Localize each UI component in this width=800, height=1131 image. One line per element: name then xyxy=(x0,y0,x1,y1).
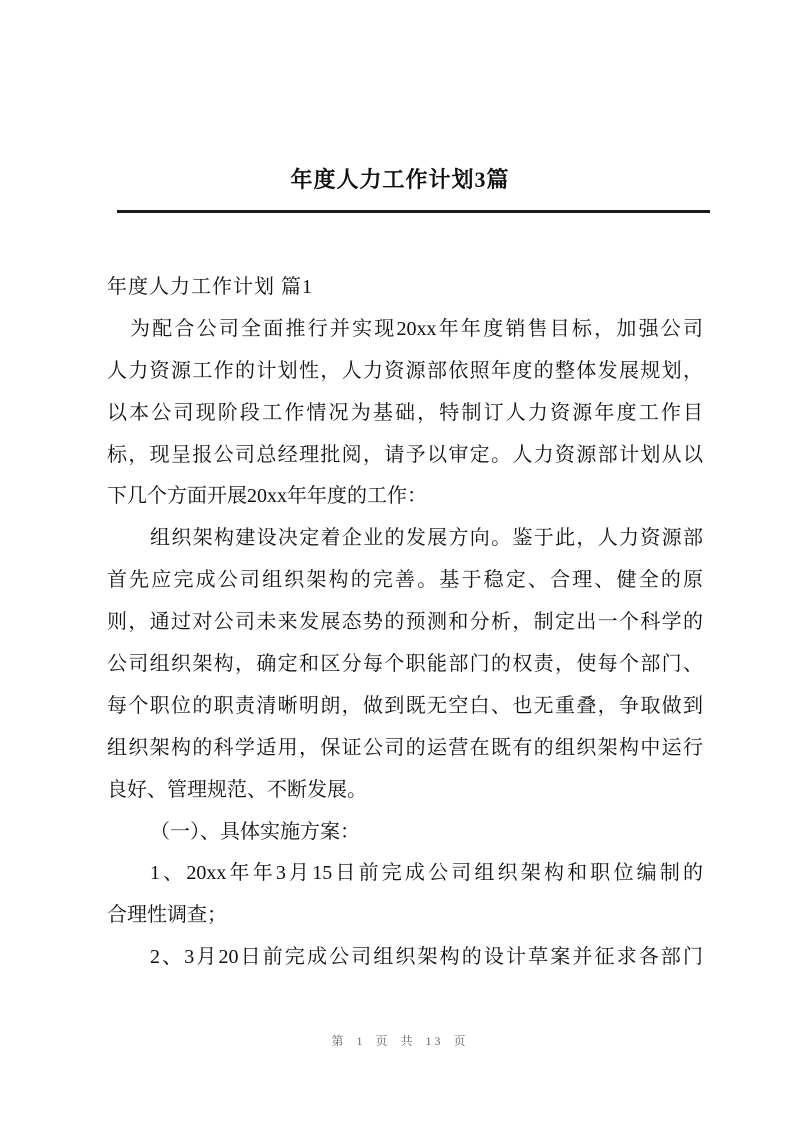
page-title: 年度人力工作计划3篇 xyxy=(290,167,510,192)
document-body xyxy=(107,267,703,979)
paragraph-line: 良好、管理规范、不断发展。 xyxy=(107,778,367,801)
title-divider xyxy=(117,210,710,213)
subsection-heading: （一）、具体实施方案： xyxy=(150,820,360,843)
paragraph xyxy=(107,853,703,937)
paragraph-line: 组织架构的科学适用，保证公司的运营在既有的组织架构中运行 xyxy=(107,736,703,759)
paragraph-line: 为配合公司全面推行并实现20xx年年度销售目标，加强公司 xyxy=(130,317,703,340)
paragraph xyxy=(107,812,703,854)
paragraph-line: 2、3月20日前完成公司组织架构的设计草案并征求各部门 xyxy=(150,946,703,969)
paragraph-line: 组织架构建设决定着企业的发展方向。鉴于此，人力资源部 xyxy=(150,527,703,550)
paragraph-line: 下几个方面开展20xx年年度的工作： xyxy=(107,485,427,508)
section-heading: 年度人力工作计划 篇1 xyxy=(107,276,313,298)
paragraph-line: 公司组织架构，确定和区分每个职能部门的权责，使每个部门、 xyxy=(107,653,703,676)
page-number-footer: 第 1 页 共 13 页 xyxy=(331,1034,469,1048)
paragraph-line: 标，现呈报公司总经理批阅，请予以审定。人力资源部计划从以 xyxy=(107,443,703,466)
paragraph-line: 以本公司现阶段工作情况为基础，特制订人力资源年度工作目 xyxy=(107,401,703,424)
paragraph xyxy=(107,309,703,518)
paragraph-line: 1、20xx年年3月15日前完成公司组织架构和职位编制的 xyxy=(150,862,703,885)
paragraph-line: 每个职位的职责清晰明朗，做到既无空白、也无重叠，争取做到 xyxy=(107,694,703,717)
paragraph-line: 合理性调查； xyxy=(107,904,227,927)
paragraph xyxy=(107,518,703,811)
paragraph xyxy=(107,937,703,979)
paragraph-line: 则，通过对公司未来发展态势的预测和分析，制定出一个科学的 xyxy=(107,611,703,634)
paragraph-line: 人力资源工作的计划性，人力资源部依照年度的整体发展规划， xyxy=(107,359,703,382)
paragraph-line: 首先应完成公司组织架构的完善。基于稳定、合理、健全的原 xyxy=(107,569,703,592)
